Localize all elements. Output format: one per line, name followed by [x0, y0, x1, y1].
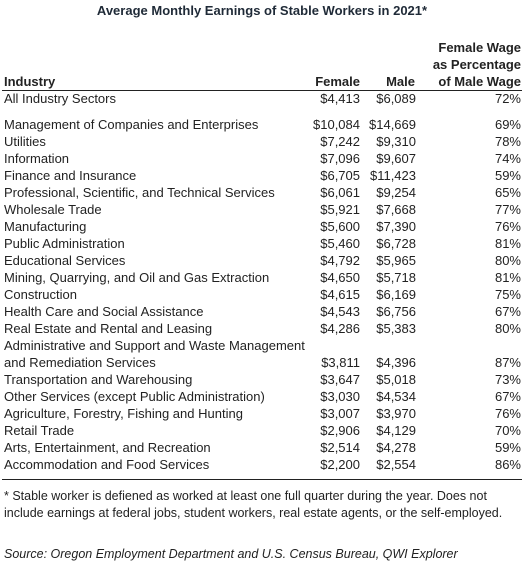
industry-cell: All Industry Sectors [4, 91, 116, 106]
industry-cell: Construction [4, 287, 77, 302]
male-earnings-cell: $5,965 [376, 253, 416, 268]
table-row [0, 286, 524, 303]
male-earnings-cell: $4,278 [376, 440, 416, 455]
female-earnings-cell: $4,650 [320, 270, 360, 285]
female-earnings-cell: $3,647 [320, 372, 360, 387]
table-row [0, 218, 524, 235]
industry-cell: Administrative and Support and Waste Management [4, 338, 305, 353]
header-pct-line2: as Percentage [432, 57, 521, 72]
female-earnings-cell: $3,030 [320, 389, 360, 404]
male-earnings-cell: $4,396 [376, 355, 416, 370]
table-row [0, 116, 524, 133]
wage-percentage-cell: 75% [494, 287, 521, 302]
wage-percentage-cell: 86% [494, 457, 521, 472]
table-row [0, 167, 524, 184]
footnote: * Stable worker is defiened as worked at least one full quarter during the year. Does not include earnings at federal jobs, student workers, real estate agents, or the self-employed. [4, 489, 503, 520]
industry-cell: and Remediation Services [4, 355, 156, 370]
male-earnings-cell: $6,089 [376, 91, 416, 106]
table-row [0, 456, 524, 473]
female-earnings-cell: $3,007 [320, 406, 360, 421]
table-row [0, 201, 524, 218]
table-row [0, 252, 524, 269]
male-earnings-cell: $4,129 [376, 423, 416, 438]
female-earnings-cell: $2,200 [320, 457, 360, 472]
female-earnings-cell: $5,600 [320, 219, 360, 234]
female-earnings-cell: $2,514 [320, 440, 360, 455]
female-earnings-cell: $5,460 [320, 236, 360, 251]
male-earnings-cell: $11,423 [369, 168, 416, 183]
industry-cell: Finance and Insurance [4, 168, 137, 183]
wage-percentage-cell: 67% [494, 389, 521, 404]
male-earnings-cell: $3,970 [376, 406, 416, 421]
wage-percentage-cell: 81% [494, 270, 521, 285]
header-female: Female [315, 74, 360, 89]
table-title: Average Monthly Earnings of Stable Workers in 2021* [96, 3, 428, 18]
wage-percentage-cell: 70% [494, 423, 521, 438]
industry-cell: Professional, Scientific, and Technical Services [4, 185, 275, 200]
industry-cell: Real Estate and Rental and Leasing [4, 321, 213, 336]
table-row [0, 354, 524, 371]
male-earnings-cell: $5,383 [376, 321, 416, 336]
table-row [0, 337, 524, 354]
wage-percentage-cell: 76% [494, 219, 521, 234]
wage-percentage-cell: 67% [494, 304, 521, 319]
industry-cell: Management of Companies and Enterprises [4, 117, 259, 132]
female-earnings-cell: $5,921 [320, 202, 360, 217]
male-earnings-cell: $7,390 [376, 219, 416, 234]
industry-cell: Arts, Entertainment, and Recreation [4, 440, 211, 455]
industry-cell: Manufacturing [4, 219, 87, 234]
male-earnings-cell: $9,607 [376, 151, 416, 166]
wage-percentage-cell: 80% [494, 253, 521, 268]
wage-percentage-cell: 72% [494, 91, 521, 106]
female-earnings-cell: $7,242 [320, 134, 360, 149]
wage-percentage-cell: 78% [494, 134, 521, 149]
wage-percentage-cell: 81% [494, 236, 521, 251]
female-earnings-cell: $4,615 [320, 287, 360, 302]
industry-cell: Utilities [4, 134, 46, 149]
industry-cell: Information [4, 151, 70, 166]
female-earnings-cell: $10,084 [313, 117, 360, 132]
wage-percentage-cell: 73% [494, 372, 521, 387]
male-earnings-cell: $5,018 [376, 372, 416, 387]
male-earnings-cell: $5,718 [376, 270, 416, 285]
industry-cell: Public Administration [4, 236, 125, 251]
industry-cell: Accommodation and Food Services [4, 457, 210, 472]
source-note: Source: Oregon Employment Department and U.S. Census Bureau, QWI Explorer [4, 547, 458, 561]
female-earnings-cell: $7,096 [320, 151, 360, 166]
table-row [0, 371, 524, 388]
female-earnings-cell: $4,543 [320, 304, 360, 319]
male-earnings-cell: $6,756 [376, 304, 416, 319]
male-earnings-cell: $9,310 [376, 134, 416, 149]
header-industry: Industry [4, 74, 56, 89]
wage-percentage-cell: 77% [494, 202, 521, 217]
industry-cell: Mining, Quarrying, and Oil and Gas Extraction [4, 270, 270, 285]
table-row [0, 405, 524, 422]
table-row [0, 184, 524, 201]
male-earnings-cell: $4,534 [376, 389, 416, 404]
industry-cell: Other Services (except Public Administration) [4, 389, 265, 404]
male-earnings-cell: $6,728 [376, 236, 416, 251]
male-earnings-cell: $2,554 [376, 457, 416, 472]
industry-cell: Wholesale Trade [4, 202, 102, 217]
header-pct-line3: of Male Wage [438, 74, 521, 89]
wage-percentage-cell: 80% [494, 321, 521, 336]
industry-cell: Health Care and Social Assistance [4, 304, 204, 319]
female-earnings-cell: $6,061 [320, 185, 360, 200]
male-earnings-cell: $7,668 [376, 202, 416, 217]
table-row [0, 439, 524, 456]
wage-percentage-cell: 59% [494, 440, 521, 455]
wage-percentage-cell: 76% [494, 406, 521, 421]
female-earnings-cell: $3,811 [321, 355, 360, 370]
wage-percentage-cell: 69% [494, 117, 521, 132]
female-earnings-cell: $4,286 [320, 321, 360, 336]
industry-cell: Agriculture, Forestry, Fishing and Hunting [4, 406, 243, 421]
table-row [0, 90, 524, 107]
footer-rule [2, 479, 522, 480]
male-earnings-cell: $14,669 [369, 117, 416, 132]
female-earnings-cell: $6,705 [320, 168, 360, 183]
table-row [0, 388, 524, 405]
table-row [0, 133, 524, 150]
female-earnings-cell: $4,792 [320, 253, 360, 268]
table-row [0, 235, 524, 252]
industry-cell: Educational Services [4, 253, 126, 268]
industry-cell: Transportation and Warehousing [4, 372, 193, 387]
wage-percentage-cell: 59% [494, 168, 521, 183]
table-row [0, 422, 524, 439]
table-row [0, 269, 524, 286]
table-row [0, 303, 524, 320]
table-row [0, 150, 524, 167]
male-earnings-cell: $6,169 [376, 287, 416, 302]
wage-percentage-cell: 87% [494, 355, 521, 370]
header-pct-line1: Female Wage [438, 40, 521, 55]
wage-percentage-cell: 74% [494, 151, 521, 166]
industry-cell: Retail Trade [4, 423, 75, 438]
female-earnings-cell: $2,906 [320, 423, 360, 438]
table-row [0, 320, 524, 337]
female-earnings-cell: $4,413 [320, 91, 360, 106]
header-male: Male [386, 74, 415, 89]
male-earnings-cell: $9,254 [376, 185, 416, 200]
wage-percentage-cell: 65% [494, 185, 521, 200]
